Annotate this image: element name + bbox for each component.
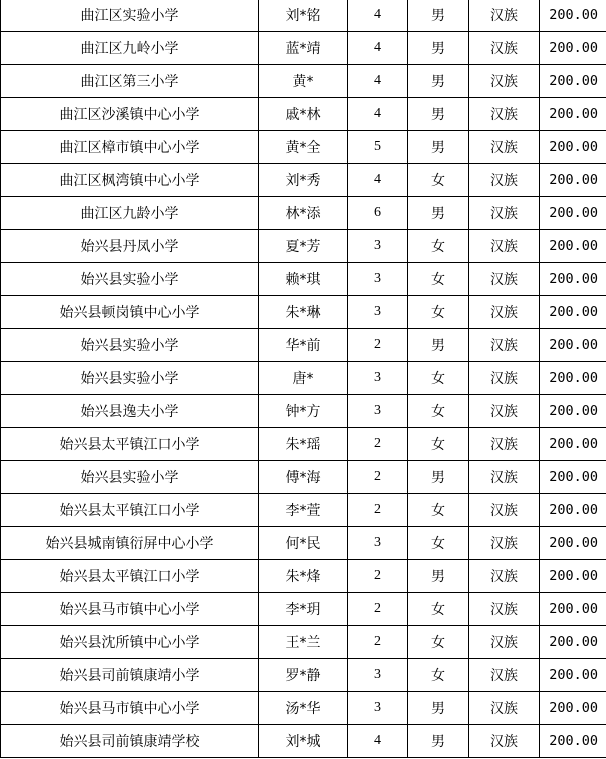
amount-cell: 200.00 — [540, 98, 606, 131]
school-cell: 始兴县逸夫小学 — [1, 395, 259, 428]
name-cell: 李*玥 — [259, 593, 348, 626]
ethnicity-cell: 汉族 — [469, 329, 540, 362]
gender-cell: 女 — [408, 428, 469, 461]
ethnicity-cell: 汉族 — [469, 296, 540, 329]
amount-cell: 200.00 — [540, 329, 606, 362]
school-cell: 始兴县实验小学 — [1, 263, 259, 296]
amount-cell: 200.00 — [540, 230, 606, 263]
table-row — [1, 0, 606, 32]
grade-cell: 3 — [348, 395, 408, 428]
school-cell: 曲江区枫湾镇中心小学 — [1, 164, 259, 197]
amount-cell: 200.00 — [540, 0, 606, 32]
gender-cell: 男 — [408, 0, 469, 32]
grade-cell: 2 — [348, 461, 408, 494]
gender-cell: 女 — [408, 164, 469, 197]
name-cell: 何*民 — [259, 527, 348, 560]
amount-cell: 200.00 — [540, 131, 606, 164]
gender-cell: 男 — [408, 32, 469, 65]
grade-cell: 3 — [348, 527, 408, 560]
school-cell: 始兴县实验小学 — [1, 362, 259, 395]
ethnicity-cell: 汉族 — [469, 362, 540, 395]
grade-cell: 3 — [348, 692, 408, 725]
ethnicity-cell: 汉族 — [469, 692, 540, 725]
amount-cell: 200.00 — [540, 296, 606, 329]
table-row — [1, 428, 606, 461]
school-cell: 始兴县司前镇康靖小学 — [1, 659, 259, 692]
grade-cell: 2 — [348, 494, 408, 527]
gender-cell: 男 — [408, 725, 469, 758]
grade-cell: 2 — [348, 626, 408, 659]
grade-cell: 2 — [348, 560, 408, 593]
gender-cell: 男 — [408, 329, 469, 362]
ethnicity-cell: 汉族 — [469, 527, 540, 560]
table-row — [1, 131, 606, 164]
ethnicity-cell: 汉族 — [469, 428, 540, 461]
table-row — [1, 296, 606, 329]
grade-cell: 4 — [348, 164, 408, 197]
ethnicity-cell: 汉族 — [469, 263, 540, 296]
ethnicity-cell: 汉族 — [469, 461, 540, 494]
grade-cell: 3 — [348, 296, 408, 329]
grade-cell: 4 — [348, 725, 408, 758]
amount-cell: 200.00 — [540, 362, 606, 395]
name-cell: 林*添 — [259, 197, 348, 230]
grade-cell: 5 — [348, 131, 408, 164]
school-cell: 始兴县太平镇江口小学 — [1, 428, 259, 461]
grade-cell: 3 — [348, 230, 408, 263]
amount-cell: 200.00 — [540, 527, 606, 560]
grade-cell: 3 — [348, 263, 408, 296]
gender-cell: 女 — [408, 659, 469, 692]
amount-cell: 200.00 — [540, 494, 606, 527]
name-cell: 李*萱 — [259, 494, 348, 527]
grade-cell: 4 — [348, 0, 408, 32]
name-cell: 黄* — [259, 65, 348, 98]
gender-cell: 男 — [408, 98, 469, 131]
gender-cell: 男 — [408, 197, 469, 230]
amount-cell: 200.00 — [540, 725, 606, 758]
table-row — [1, 560, 606, 593]
name-cell: 朱*瑶 — [259, 428, 348, 461]
ethnicity-cell: 汉族 — [469, 659, 540, 692]
name-cell: 黄*全 — [259, 131, 348, 164]
name-cell: 罗*静 — [259, 659, 348, 692]
school-cell: 始兴县实验小学 — [1, 461, 259, 494]
name-cell: 蓝*靖 — [259, 32, 348, 65]
name-cell: 钟*方 — [259, 395, 348, 428]
school-cell: 始兴县马市镇中心小学 — [1, 692, 259, 725]
amount-cell: 200.00 — [540, 263, 606, 296]
school-cell: 曲江区九龄小学 — [1, 197, 259, 230]
name-cell: 刘*铭 — [259, 0, 348, 32]
amount-cell: 200.00 — [540, 428, 606, 461]
table-row — [1, 263, 606, 296]
table-body — [1, 0, 606, 758]
gender-cell: 女 — [408, 263, 469, 296]
amount-cell: 200.00 — [540, 461, 606, 494]
amount-cell: 200.00 — [540, 197, 606, 230]
gender-cell: 女 — [408, 527, 469, 560]
gender-cell: 女 — [408, 395, 469, 428]
ethnicity-cell: 汉族 — [469, 98, 540, 131]
ethnicity-cell: 汉族 — [469, 164, 540, 197]
grade-cell: 4 — [348, 98, 408, 131]
school-cell: 始兴县城南镇衍屏中心小学 — [1, 527, 259, 560]
gender-cell: 女 — [408, 626, 469, 659]
ethnicity-cell: 汉族 — [469, 494, 540, 527]
amount-cell: 200.00 — [540, 560, 606, 593]
amount-cell: 200.00 — [540, 593, 606, 626]
name-cell: 夏*芳 — [259, 230, 348, 263]
ethnicity-cell: 汉族 — [469, 560, 540, 593]
table-row — [1, 395, 606, 428]
ethnicity-cell: 汉族 — [469, 131, 540, 164]
table-row — [1, 197, 606, 230]
ethnicity-cell: 汉族 — [469, 395, 540, 428]
school-cell: 始兴县沈所镇中心小学 — [1, 626, 259, 659]
ethnicity-cell: 汉族 — [469, 0, 540, 32]
ethnicity-cell: 汉族 — [469, 32, 540, 65]
school-cell: 始兴县太平镇江口小学 — [1, 494, 259, 527]
amount-cell: 200.00 — [540, 692, 606, 725]
school-cell: 曲江区沙溪镇中心小学 — [1, 98, 259, 131]
gender-cell: 男 — [408, 461, 469, 494]
ethnicity-cell: 汉族 — [469, 197, 540, 230]
amount-cell: 200.00 — [540, 395, 606, 428]
school-cell: 始兴县太平镇江口小学 — [1, 560, 259, 593]
grade-cell: 4 — [348, 32, 408, 65]
table-row — [1, 593, 606, 626]
ethnicity-cell: 汉族 — [469, 725, 540, 758]
name-cell: 戚*林 — [259, 98, 348, 131]
table-row — [1, 164, 606, 197]
gender-cell: 男 — [408, 65, 469, 98]
table-row — [1, 494, 606, 527]
table-row — [1, 98, 606, 131]
school-cell: 始兴县司前镇康靖学校 — [1, 725, 259, 758]
amount-cell: 200.00 — [540, 32, 606, 65]
gender-cell: 男 — [408, 692, 469, 725]
table-row — [1, 527, 606, 560]
school-cell: 曲江区实验小学 — [1, 0, 259, 32]
table-row — [1, 230, 606, 263]
school-cell: 始兴县丹凤小学 — [1, 230, 259, 263]
table-row — [1, 692, 606, 725]
gender-cell: 男 — [408, 560, 469, 593]
amount-cell: 200.00 — [540, 659, 606, 692]
school-cell: 曲江区第三小学 — [1, 65, 259, 98]
school-cell: 始兴县马市镇中心小学 — [1, 593, 259, 626]
amount-cell: 200.00 — [540, 626, 606, 659]
table-row — [1, 329, 606, 362]
gender-cell: 女 — [408, 593, 469, 626]
name-cell: 朱*烽 — [259, 560, 348, 593]
gender-cell: 女 — [408, 494, 469, 527]
amount-cell: 200.00 — [540, 164, 606, 197]
ethnicity-cell: 汉族 — [469, 230, 540, 263]
ethnicity-cell: 汉族 — [469, 626, 540, 659]
school-cell: 曲江区樟市镇中心小学 — [1, 131, 259, 164]
table-row — [1, 32, 606, 65]
grade-cell: 3 — [348, 659, 408, 692]
table-row — [1, 626, 606, 659]
name-cell: 刘*城 — [259, 725, 348, 758]
gender-cell: 女 — [408, 296, 469, 329]
name-cell: 王*兰 — [259, 626, 348, 659]
school-cell: 始兴县实验小学 — [1, 329, 259, 362]
name-cell: 刘*秀 — [259, 164, 348, 197]
grade-cell: 2 — [348, 329, 408, 362]
name-cell: 赖*琪 — [259, 263, 348, 296]
amount-cell: 200.00 — [540, 65, 606, 98]
name-cell: 华*前 — [259, 329, 348, 362]
grade-cell: 3 — [348, 362, 408, 395]
table-row — [1, 362, 606, 395]
name-cell: 傅*海 — [259, 461, 348, 494]
ethnicity-cell: 汉族 — [469, 65, 540, 98]
school-cell: 始兴县顿岗镇中心小学 — [1, 296, 259, 329]
school-cell: 曲江区九岭小学 — [1, 32, 259, 65]
table-row — [1, 461, 606, 494]
table-row — [1, 65, 606, 98]
name-cell: 汤*华 — [259, 692, 348, 725]
grade-cell: 2 — [348, 428, 408, 461]
grade-cell: 4 — [348, 65, 408, 98]
ethnicity-cell: 汉族 — [469, 593, 540, 626]
grade-cell: 2 — [348, 593, 408, 626]
name-cell: 朱*琳 — [259, 296, 348, 329]
table-row — [1, 659, 606, 692]
name-cell: 唐* — [259, 362, 348, 395]
gender-cell: 女 — [408, 230, 469, 263]
gender-cell: 男 — [408, 131, 469, 164]
gender-cell: 女 — [408, 362, 469, 395]
table-row — [1, 725, 606, 758]
grade-cell: 6 — [348, 197, 408, 230]
